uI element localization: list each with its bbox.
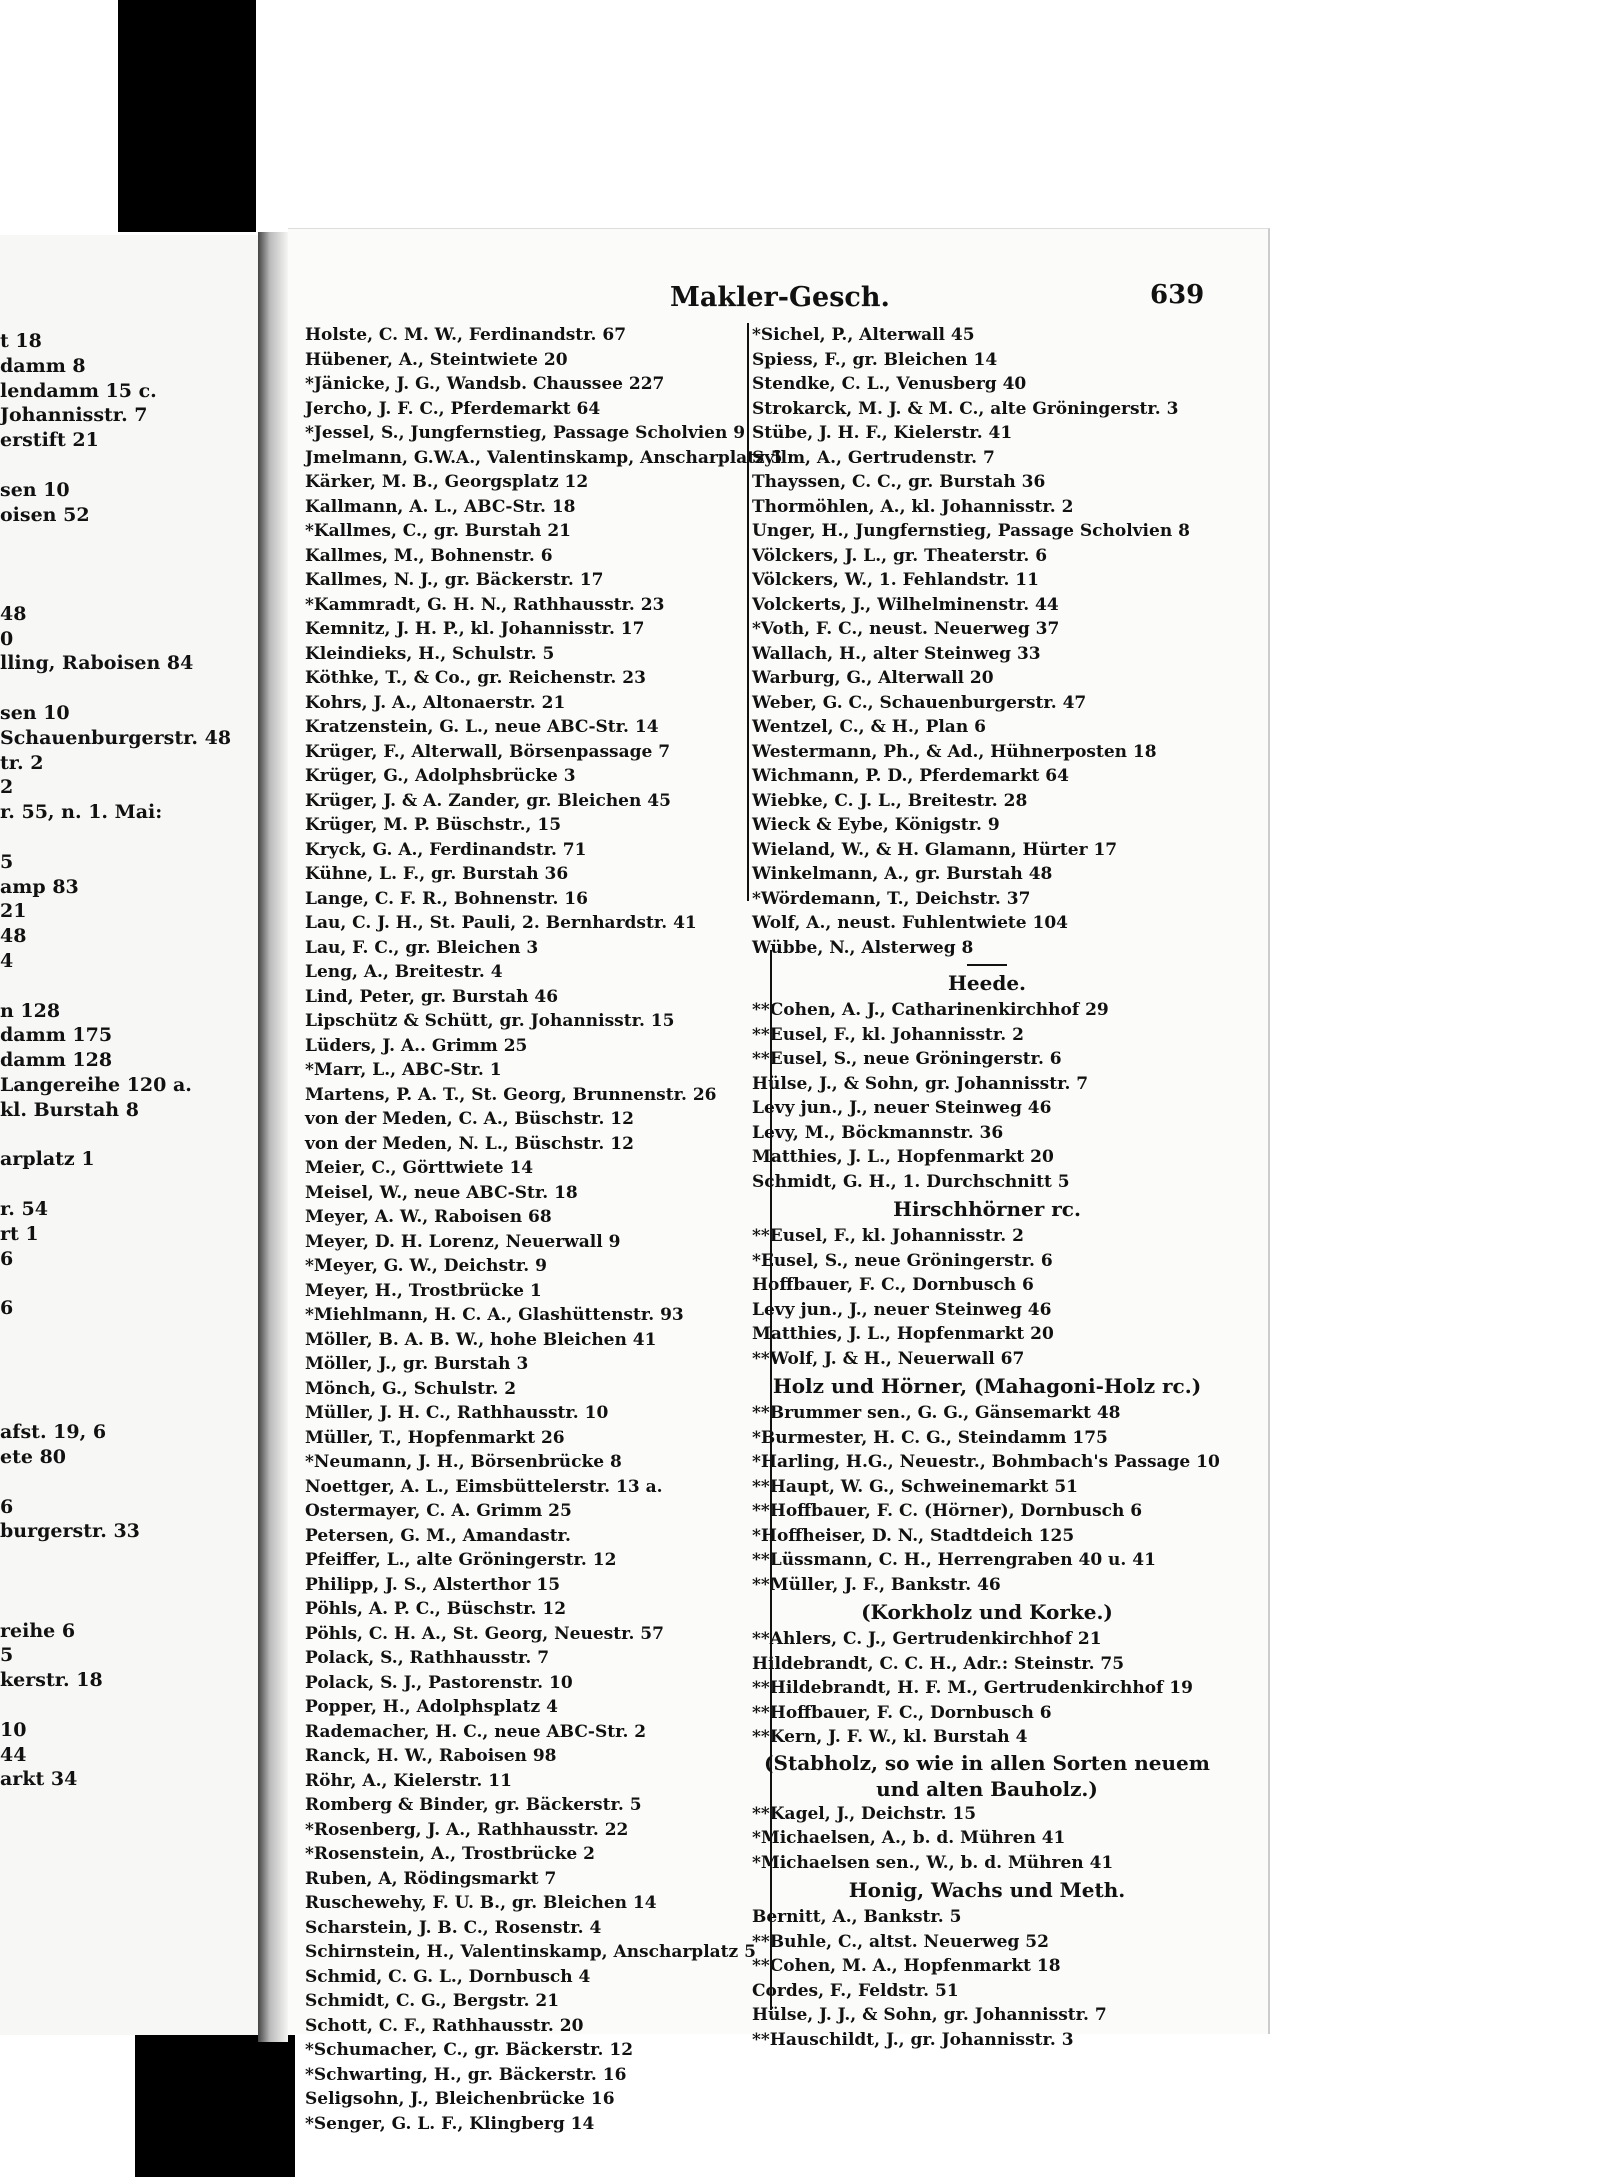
- directory-entry: Stübe, J. H. F., Kielerstr. 41: [752, 423, 1013, 443]
- directory-entry: Noettger, A. L., Eimsbüttelerstr. 13 a.: [305, 1476, 663, 1497]
- directory-entry: Wichmann, P. D., Pferdemarkt 64: [752, 766, 1069, 786]
- left-page-fragment: oisen 52: [0, 503, 90, 526]
- directory-entry: **Kagel, J., Deichstr. 15: [752, 1803, 977, 1824]
- directory-entry: *Miehlmann, H. C. A., Glashüttenstr. 93: [305, 1305, 684, 1325]
- directory-entry: Möller, B. A. B. W., hohe Bleichen 41: [305, 1329, 657, 1350]
- directory-entry: *Eusel, S., neue Gröningerstr. 6: [752, 1250, 1053, 1271]
- left-page-fragment: 10: [0, 1718, 27, 1741]
- directory-entry: Lau, C. J. H., St. Pauli, 2. Bernhardstr. 41: [305, 913, 697, 933]
- directory-entry: Unger, H., Jungfernstieg, Passage Scholvien 8: [752, 521, 1190, 541]
- directory-entry: **Eusel, S., neue Gröningerstr. 6: [752, 1049, 1062, 1069]
- directory-entry: Schott, C. F., Rathhausstr. 20: [305, 2015, 584, 2036]
- directory-entry: Cordes, F., Feldstr. 51: [752, 1980, 959, 2001]
- left-page-fragment: 5: [0, 850, 14, 873]
- directory-entry: **Brummer sen., G. G., Gänsemarkt 48: [752, 1403, 1121, 1423]
- section-heading: (Stabholz, so wie in allen Sorten neuem und alten Bauholz.): [764, 1750, 1210, 1801]
- running-header: Makler-Gesch.: [670, 282, 890, 313]
- directory-entry: Levy jun., J., neuer Steinweg 46: [752, 1098, 1052, 1118]
- directory-entry: Röhr, A., Kielerstr. 11: [305, 1770, 512, 1791]
- directory-entry: Spiess, F., gr. Bleichen 14: [752, 349, 998, 370]
- directory-entry: Kemnitz, J. H. P., kl. Johannisstr. 17: [305, 619, 645, 639]
- directory-entry: Stendke, C. L., Venusberg 40: [752, 374, 1027, 394]
- directory-entry: Westermann, Ph., & Ad., Hühnerposten 18: [752, 741, 1157, 762]
- directory-entry: **Lüssmann, C. H., Herrengraben 40 u. 41: [752, 1550, 1156, 1570]
- directory-entry: **Kern, J. F. W., kl. Burstah 4: [752, 1727, 1028, 1747]
- left-page-fragment: n 128: [0, 999, 61, 1022]
- directory-entry: Kratzenstein, G. L., neue ABC-Str. 14: [305, 717, 659, 737]
- directory-entry: Kryck, G. A., Ferdinandstr. 71: [305, 839, 587, 860]
- directory-entry: *Schumacher, C., gr. Bäckerstr. 12: [305, 2040, 634, 2060]
- left-page-fragment: Langereihe 120 a.: [0, 1074, 192, 1096]
- section-rule: [967, 964, 1007, 966]
- directory-entry: Popper, H., Adolphsplatz 4: [305, 1697, 558, 1717]
- left-page-fragment: arplatz 1: [0, 1148, 95, 1171]
- directory-entry: Volckerts, J., Wilhelminenstr. 44: [752, 594, 1059, 615]
- directory-entry: Pöhls, C. H. A., St. Georg, Neuestr. 57: [305, 1623, 664, 1644]
- directory-entry: *Neumann, J. H., Börsenbrücke 8: [305, 1452, 622, 1472]
- directory-entry: Lipschütz & Schütt, gr. Johannisstr. 15: [305, 1011, 675, 1031]
- directory-entry: Kleindieks, H., Schulstr. 5: [305, 643, 555, 664]
- directory-entry: **Ahlers, C. J., Gertrudenkirchhof 21: [752, 1629, 1102, 1649]
- directory-entry: *Sichel, P., Alterwall 45: [752, 325, 975, 345]
- directory-entry: Holste, C. M. W., Ferdinandstr. 67: [305, 325, 627, 345]
- directory-entry: *Rosenstein, A., Trostbrücke 2: [305, 1844, 595, 1864]
- left-page-edge: [0, 235, 261, 2035]
- left-page-fragment: 6: [0, 1247, 14, 1270]
- directory-entry: Warburg, G., Alterwall 20: [752, 668, 994, 688]
- directory-entry: Lüders, J. A.. Grimm 25: [305, 1035, 528, 1056]
- directory-entry: Weber, G. C., Schauenburgerstr. 47: [752, 692, 1087, 713]
- left-page-fragment: damm 175: [0, 1024, 113, 1047]
- directory-entry: Krüger, F., Alterwall, Börsenpassage 7: [305, 741, 671, 762]
- directory-entry: Kallmes, N. J., gr. Bäckerstr. 17: [305, 570, 604, 590]
- directory-entry: **Cohen, A. J., Catharinenkirchhof 29: [752, 1000, 1109, 1020]
- left-page-fragment: erstift 21: [0, 429, 99, 452]
- directory-entry: Matthies, J. L., Hopfenmarkt 20: [752, 1147, 1054, 1167]
- directory-entry: **Wolf, J. & H., Neuerwall 67: [752, 1348, 1025, 1369]
- directory-entry: Schmidt, C. G., Bergstr. 21: [305, 1991, 560, 2011]
- left-page-fragment: damm 128: [0, 1049, 113, 1072]
- directory-entry: Wieland, W., & H. Glamann, Hürter 17: [752, 839, 1118, 860]
- directory-entry: Petersen, G. M., Amandastr.: [305, 1525, 571, 1546]
- section-heading: Holz und Hörner, (Mahagoni-Holz rc.): [772, 1374, 1202, 1398]
- directory-entry: *Jänicke, J. G., Wandsb. Chaussee 227: [305, 374, 665, 394]
- directory-entry: Schmidt, G. H., 1. Durchschnitt 5: [752, 1171, 1070, 1192]
- directory-entry: *Kallmes, C., gr. Burstah 21: [305, 521, 571, 541]
- directory-entry: Meisel, W., neue ABC-Str. 18: [305, 1182, 578, 1203]
- directory-entry: **Hauschildt, J., gr. Johannisstr. 3: [752, 2029, 1074, 2050]
- directory-entry: **Hoffbauer, F. C., Dornbusch 6: [752, 1702, 1052, 1723]
- directory-entry: *Hoffheiser, D. N., Stadtdeich 125: [752, 1525, 1075, 1546]
- directory-column-left: [305, 323, 783, 2136]
- directory-entry: *Michaelsen sen., W., b. d. Mühren 41: [752, 1852, 1114, 1873]
- directory-entry: Hübener, A., Steintwiete 20: [305, 349, 568, 370]
- directory-entry: Wiebke, C. J. L., Breitestr. 28: [752, 790, 1028, 811]
- directory-entry: Kallmann, A. L., ABC-Str. 18: [305, 496, 576, 517]
- left-page-fragment: reihe 6: [0, 1619, 76, 1642]
- directory-entry: *Kammradt, G. H. N., Rathhausstr. 23: [305, 594, 665, 615]
- directory-entry: Rademacher, H. C., neue ABC-Str. 2: [305, 1721, 647, 1742]
- directory-entry: **Eusel, F., kl. Johannisstr. 2: [752, 1226, 1024, 1246]
- directory-entry: Matthies, J. L., Hopfenmarkt 20: [752, 1324, 1054, 1344]
- directory-entry: Levy, M., Böckmannstr. 36: [752, 1122, 1004, 1143]
- left-page-fragment: lendamm 15 c.: [0, 379, 157, 402]
- directory-entry: Thayssen, C. C., gr. Burstah 36: [752, 472, 1046, 492]
- directory-entry: Bernitt, A., Bankstr. 5: [752, 1907, 962, 1927]
- directory-entry: *Jessel, S., Jungfernstieg, Passage Scholvien 9: [305, 423, 746, 443]
- left-page-fragment: r. 55, n. 1. Mai:: [0, 801, 163, 824]
- page-number: 639: [1150, 280, 1205, 310]
- directory-entry: *Meyer, G. W., Deichstr. 9: [305, 1256, 547, 1276]
- directory-entry: **Haupt, W. G., Schweinemarkt 51: [752, 1476, 1078, 1497]
- directory-entry: Wieck & Eybe, Königstr. 9: [752, 815, 1000, 835]
- directory-entry: **Müller, J. F., Bankstr. 46: [752, 1574, 1001, 1595]
- left-page-fragment: r. 54: [0, 1198, 48, 1220]
- directory-entry: Meier, C., Görttwiete 14: [305, 1158, 534, 1178]
- section-heading: Hirschhörner rc.: [893, 1197, 1081, 1221]
- directory-entry: Leng, A., Breitestr. 4: [305, 962, 503, 982]
- directory-entry: **Buhle, C., altst. Neuerweg 52: [752, 1931, 1049, 1952]
- scan-border-top: [118, 0, 256, 232]
- book-gutter: [258, 232, 288, 2042]
- left-page-fragment: 0: [0, 627, 14, 650]
- directory-entry: Müller, T., Hopfenmarkt 26: [305, 1427, 565, 1448]
- directory-entry: Scharstein, J. B. C., Rosenstr. 4: [305, 1917, 602, 1938]
- section-heading: Honig, Wachs und Meth.: [848, 1878, 1126, 1902]
- left-page-fragment: sen 10: [0, 478, 70, 501]
- directory-entry: Ranck, H. W., Raboisen 98: [305, 1746, 557, 1766]
- directory-entry: Wallach, H., alter Steinweg 33: [752, 643, 1041, 664]
- left-page-fragment: kerstr. 18: [0, 1669, 103, 1692]
- directory-entry: Kärker, M. B., Georgsplatz 12: [305, 472, 589, 492]
- directory-entry: Köthke, T., & Co., gr. Reichenstr. 23: [305, 668, 646, 688]
- left-page-fragment: 44: [0, 1743, 27, 1766]
- left-page-fragment: burgerstr. 33: [0, 1520, 140, 1543]
- directory-entry: Lange, C. F. R., Bohnenstr. 16: [305, 888, 588, 909]
- directory-entry: Hülse, J. J., & Sohn, gr. Johannisstr. 7: [752, 2005, 1107, 2025]
- directory-entry: *Michaelsen, A., b. d. Mühren 41: [752, 1828, 1066, 1848]
- directory-entry: *Marr, L., ABC-Str. 1: [305, 1060, 502, 1080]
- directory-entry: Kallmes, M., Bohnenstr. 6: [305, 545, 553, 566]
- directory-entry: Hildebrandt, C. C. H., Adr.: Steinstr. 75: [752, 1653, 1125, 1674]
- left-page-fragment: damm 8: [0, 354, 86, 377]
- directory-entry: Strokarck, M. J. & M. C., alte Gröningerstr. 3: [752, 398, 1179, 419]
- directory-entry: **Hildebrandt, H. F. M., Gertrudenkirchhof 19: [752, 1678, 1193, 1698]
- directory-entry: Wübbe, N., Alsterweg 8: [752, 937, 974, 958]
- left-page-fragment: 4: [0, 950, 14, 972]
- directory-entry: von der Meden, N. L., Büschstr. 12: [305, 1133, 634, 1154]
- directory-entry: *Rosenberg, J. A., Rathhausstr. 22: [305, 1819, 629, 1840]
- directory-entry: Ruben, A, Rödingsmarkt 7: [305, 1868, 557, 1889]
- directory-entry: Völckers, W., 1. Fehlandstr. 11: [752, 570, 1039, 590]
- left-page-fragment: t 18: [0, 330, 42, 352]
- directory-entry: Kühne, L. F., gr. Burstah 36: [305, 864, 569, 884]
- section-heading: Heede.: [947, 971, 1027, 995]
- directory-entry: Polack, S. J., Pastorenstr. 10: [305, 1672, 573, 1693]
- left-page-fragment: 6: [0, 1297, 14, 1320]
- scan-border-bottom: [135, 2035, 295, 2177]
- directory-entry: Meyer, D. H. Lorenz, Neuerwall 9: [305, 1231, 621, 1252]
- left-page-fragment: lling, Raboisen 84: [0, 652, 194, 675]
- directory-entry: von der Meden, C. A., Büschstr. 12: [305, 1109, 634, 1129]
- directory-column-right: [752, 323, 1222, 2052]
- left-page-fragment: 21: [0, 900, 27, 923]
- directory-entry: Kohrs, J. A., Altonaerstr. 21: [305, 692, 566, 713]
- section-heading: (Korkholz und Korke.): [861, 1600, 1113, 1624]
- directory-entry: Müller, J. H. C., Rathhausstr. 10: [305, 1403, 609, 1423]
- directory-entry: Winkelmann, A., gr. Burstah 48: [752, 864, 1053, 884]
- directory-entry: *Harling, H.G., Neuestr., Bohmbach's Passage 10: [752, 1452, 1220, 1472]
- directory-entry: Pfeiffer, L., alte Gröningerstr. 12: [305, 1550, 617, 1570]
- directory-entry: Ostermayer, C. A. Grimm 25: [305, 1501, 572, 1521]
- directory-entry: Meyer, H., Trostbrücke 1: [305, 1280, 542, 1301]
- left-page-fragment: 5: [0, 1644, 14, 1667]
- directory-entry: Lind, Peter, gr. Burstah 46: [305, 986, 559, 1007]
- left-page-fragment: Johannisstr. 7: [0, 404, 148, 427]
- directory-entry: Mönch, G., Schulstr. 2: [305, 1378, 517, 1399]
- directory-entry: **Cohen, M. A., Hopfenmarkt 18: [752, 1956, 1061, 1976]
- directory-entry: Romberg & Binder, gr. Bäckerstr. 5: [305, 1795, 642, 1815]
- directory-entry: *Schwarting, H., gr. Bäckerstr. 16: [305, 2064, 627, 2085]
- directory-entry: Seligsohn, J., Bleichenbrücke 16: [305, 2089, 615, 2109]
- left-page-fragment: amp 83: [0, 875, 79, 898]
- directory-entry: *Wördemann, T., Deichstr. 37: [752, 888, 1031, 909]
- directory-entry: **Hoffbauer, F. C. (Hörner), Dornbusch 6: [752, 1501, 1143, 1521]
- directory-entry: *Voth, F. C., neust. Neuerweg 37: [752, 619, 1060, 639]
- directory-entry: Levy jun., J., neuer Steinweg 46: [752, 1299, 1052, 1320]
- directory-entry: Lau, F. C., gr. Bleichen 3: [305, 937, 539, 958]
- left-page-fragment: ete 80: [0, 1446, 67, 1468]
- left-page-fragment: rt 1: [0, 1222, 39, 1245]
- directory-entry: Hülse, J., & Sohn, gr. Johannisstr. 7: [752, 1073, 1089, 1094]
- directory-entry: Möller, J., gr. Burstah 3: [305, 1354, 529, 1374]
- directory-entry: Syllm, A., Gertrudenstr. 7: [752, 447, 995, 468]
- directory-entry: Völckers, J. L., gr. Theaterstr. 6: [752, 545, 1048, 566]
- directory-entry: Thormöhlen, A., kl. Johannisstr. 2: [752, 496, 1074, 517]
- left-page-fragment: tr. 2: [0, 751, 44, 774]
- directory-entry: Wolf, A., neust. Fuhlentwiete 104: [752, 913, 1068, 933]
- left-page-fragment: 48: [0, 602, 27, 625]
- left-page-fragment: 2: [0, 776, 14, 799]
- directory-entry: Jmelmann, G.W.A., Valentinskamp, Anscharplatz 5: [305, 447, 783, 468]
- directory-entry: Hoffbauer, F. C., Dornbusch 6: [752, 1275, 1034, 1295]
- left-page-fragment: afst. 19, 6: [0, 1421, 107, 1444]
- directory-entry: *Senger, G. L. F., Klingberg 14: [305, 2113, 595, 2134]
- directory-entry: Krüger, J. & A. Zander, gr. Bleichen 45: [305, 790, 671, 811]
- directory-entry: Pöhls, A. P. C., Büschstr. 12: [305, 1599, 567, 1619]
- left-page-fragment: 48: [0, 925, 27, 948]
- left-page-fragment: arkt 34: [0, 1768, 78, 1791]
- directory-entry: Krüger, G., Adolphsbrücke 3: [305, 766, 576, 786]
- directory-entry: Schirnstein, H., Valentinskamp, Anscharplatz 5: [305, 1942, 756, 1962]
- left-page-fragment: Schauenburgerstr. 48: [0, 726, 232, 749]
- directory-entry: Philipp, J. S., Alsterthor 15: [305, 1574, 561, 1595]
- directory-entry: **Eusel, F., kl. Johannisstr. 2: [752, 1024, 1024, 1045]
- directory-entry: Ruschewehy, F. U. B., gr. Bleichen 14: [305, 1893, 657, 1913]
- directory-entry: *Burmester, H. C. G., Steindamm 175: [752, 1427, 1108, 1448]
- directory-entry: Jercho, J. F. C., Pferdemarkt 64: [305, 398, 601, 419]
- directory-entry: Wentzel, C., & H., Plan 6: [752, 717, 986, 737]
- directory-entry: Polack, S., Rathhausstr. 7: [305, 1648, 550, 1668]
- directory-entry: Krüger, M. P. Büschstr., 15: [305, 815, 562, 835]
- directory-entry: Schmid, C. G. L., Dornbusch 4: [305, 1966, 591, 1987]
- left-page-fragment: 6: [0, 1495, 14, 1518]
- directory-entry: Meyer, A. W., Raboisen 68: [305, 1207, 552, 1227]
- left-page-fragment: sen 10: [0, 702, 70, 724]
- directory-entry: Martens, P. A. T., St. Georg, Brunnenstr. 26: [305, 1084, 717, 1105]
- left-page-fragment: kl. Burstah 8: [0, 1098, 139, 1121]
